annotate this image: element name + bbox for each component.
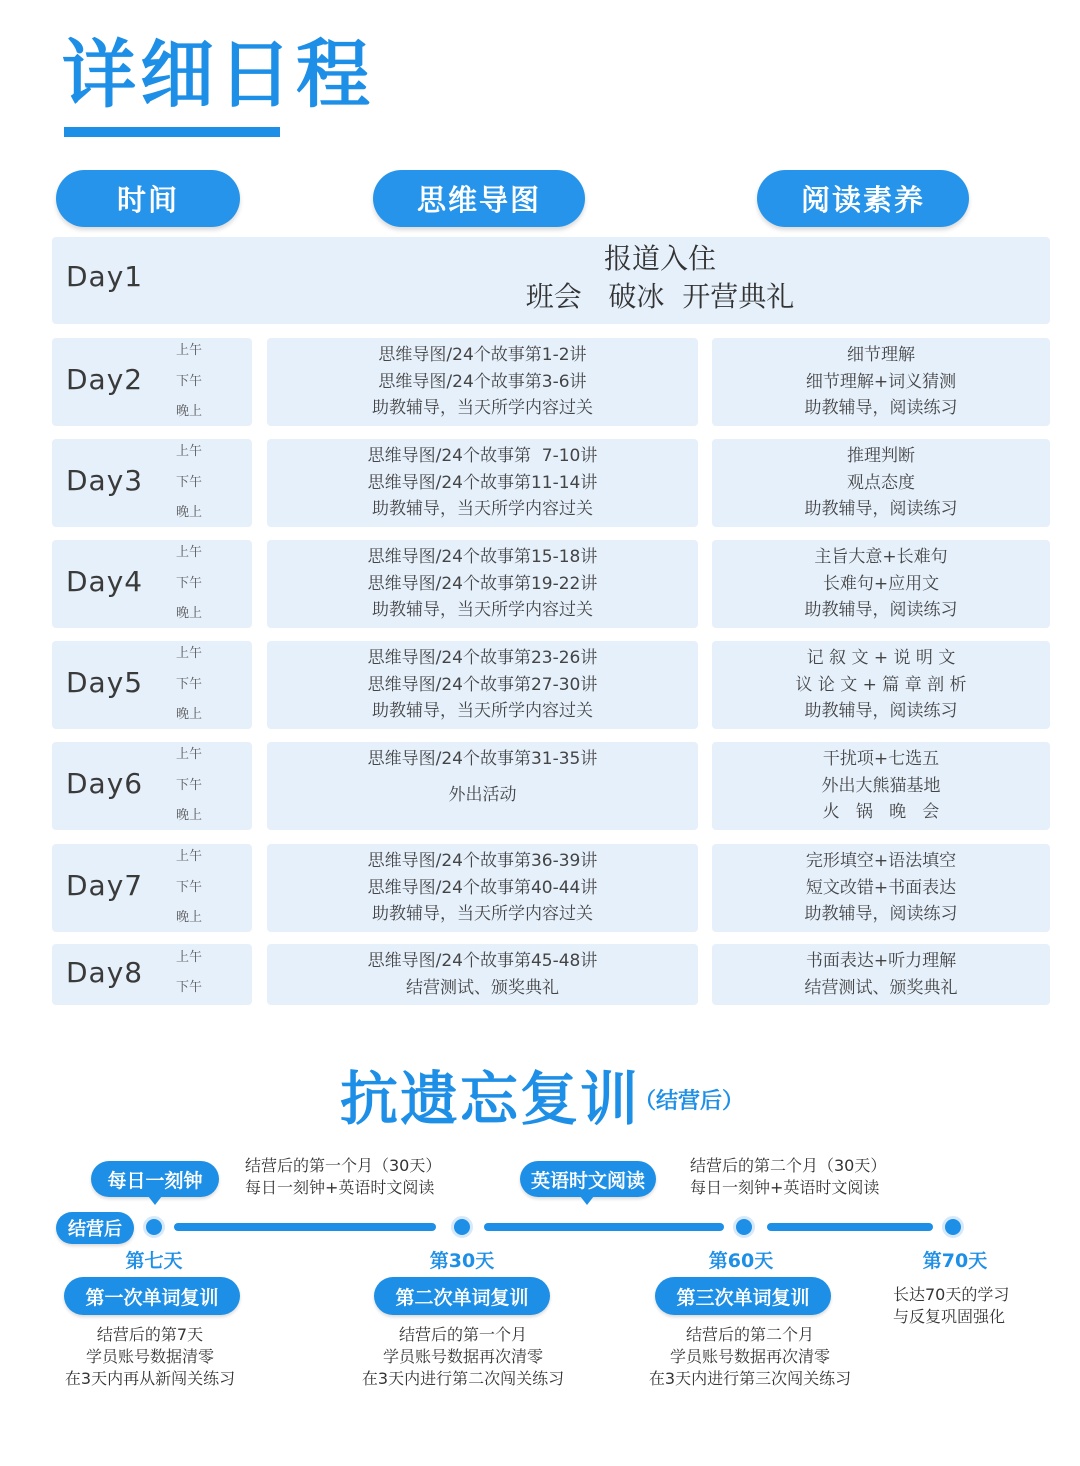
reading-line: 助教辅导，阅读练习	[804, 600, 958, 621]
mindmap-line: 思维导图/24个故事第31-35讲	[367, 749, 598, 769]
review-3-label: 第三次单词复训	[655, 1277, 831, 1315]
review-1-desc	[30, 1324, 270, 1390]
review-2-line2: 学员账号数据再次清零	[382, 1347, 543, 1366]
mindmap-cell	[267, 641, 698, 729]
timeline-note-1	[245, 1155, 441, 1199]
reading-cell	[712, 641, 1050, 729]
mindmap-cell	[267, 540, 698, 628]
mindmap-line: 思维导图/24个故事第1-2讲	[378, 345, 587, 366]
timeline-dot	[143, 1216, 165, 1238]
time-slot-label: 下午	[176, 879, 203, 895]
mindmap-cell	[267, 742, 698, 830]
time-slot-label: 下午	[176, 474, 203, 490]
mark-day70: 第70天	[922, 1250, 988, 1272]
review-1-line1: 结营后的第7天	[96, 1325, 204, 1344]
time-slot-label: 下午	[176, 373, 203, 389]
mindmap-line: 思维导图/24个故事第15-18讲	[367, 547, 598, 568]
day1-label: Day1	[66, 260, 144, 293]
time-slot-label: 晚上	[176, 910, 203, 925]
time-slot-label: 下午	[176, 575, 203, 591]
mark-day30: 第30天	[429, 1250, 495, 1272]
day1-content	[450, 240, 870, 316]
mindmap-line: 思维导图/24个故事第23-26讲	[367, 648, 598, 669]
reading-cell	[712, 540, 1050, 628]
reading-line: 助教辅导，阅读练习	[804, 904, 958, 925]
review-1-line3: 在3天内再从新闯关练习	[64, 1369, 236, 1388]
reading-line: 推理判断	[847, 446, 915, 467]
section2-subtitle: （结营后）	[634, 1089, 745, 1114]
mindmap-line: 助教辅导，当天所学内容过关	[372, 904, 593, 925]
tag-english-reading: 英语时文阅读	[520, 1161, 656, 1197]
mindmap-line: 助教辅导，当天所学内容过关	[372, 398, 593, 419]
time-slot-label: 上午	[176, 646, 203, 661]
reading-line: 议 论 文 + 篇 章 剖 析	[795, 674, 967, 695]
tag-daily-quarter: 每日一刻钟	[91, 1161, 219, 1197]
time-slot-label: 下午	[176, 676, 203, 692]
mindmap-line: 外出活动	[448, 784, 517, 805]
reading-line: 火 锅 晚 会	[822, 802, 940, 823]
reading-line: 记 叙 文 + 说 明 文	[806, 648, 956, 669]
reading-line: 主旨大意+长难句	[814, 547, 948, 568]
timeline-segment	[484, 1223, 724, 1231]
review-1-line2: 学员账号数据清零	[85, 1347, 214, 1366]
mindmap-cell	[267, 944, 698, 1005]
page-title: 详细日程	[62, 32, 374, 118]
time-slot-label: 晚上	[176, 505, 203, 520]
reading-line: 助教辅导，阅读练习	[804, 499, 958, 520]
reading-line: 长难句+应用文	[822, 573, 940, 594]
day1-line1: 报道入住	[603, 242, 716, 275]
mark-day7: 第七天	[125, 1250, 183, 1272]
reading-line: 助教辅导，阅读练习	[804, 398, 958, 419]
tag-arrow-icon	[580, 1196, 594, 1205]
review-2-line1: 结营后的第一个月	[398, 1325, 527, 1344]
timeline-segment	[174, 1223, 436, 1231]
review-3-line3: 在3天内进行第三次闯关练习	[648, 1369, 852, 1388]
time-slot-label: 上午	[176, 747, 203, 762]
mindmap-line: 思维导图/24个故事第 7-10讲	[367, 446, 598, 467]
day-label: Day6	[66, 767, 144, 800]
day-label: Day2	[66, 363, 144, 396]
mindmap-line: 思维导图/24个故事第27-30讲	[367, 674, 598, 695]
reading-line: 结营测试、颁奖典礼	[804, 977, 958, 998]
mindmap-cell	[267, 439, 698, 527]
title-underline	[64, 127, 280, 137]
reading-line: 完形填空+语法填空	[805, 851, 957, 872]
time-slot-label: 晚上	[176, 707, 203, 722]
reading-line: 短文改错+书面表达	[805, 877, 957, 898]
timeline-dot	[942, 1216, 964, 1238]
review-3-line2: 学员账号数据再次清零	[669, 1347, 830, 1366]
time-slot-label: 上午	[176, 343, 203, 358]
review-1-label: 第一次单词复训	[64, 1277, 240, 1315]
note2-line1: 结营后的第二个月（30天）	[690, 1156, 887, 1175]
final-note-line1: 长达70天的学习	[893, 1285, 1010, 1304]
review-2-label: 第二次单词复训	[374, 1277, 550, 1315]
time-slot-label: 晚上	[176, 404, 203, 419]
time-slot-label: 晚上	[176, 606, 203, 621]
reading-line: 干扰项+七选五	[822, 749, 940, 770]
note1-line1: 结营后的第一个月（30天）	[245, 1156, 442, 1175]
mindmap-line: 思维导图/24个故事第36-39讲	[367, 851, 598, 872]
reading-cell	[712, 944, 1050, 1005]
mindmap-line: 助教辅导，当天所学内容过关	[372, 600, 593, 621]
mindmap-line: 助教辅导，当天所学内容过关	[372, 499, 593, 520]
reading-cell	[712, 439, 1050, 527]
reading-line: 细节理解+词义猜测	[805, 371, 957, 392]
section2-title: 抗遗忘复训	[340, 1065, 641, 1133]
timeline-dot	[733, 1216, 755, 1238]
time-slot-label: 上午	[176, 950, 203, 965]
mindmap-cell	[267, 844, 698, 932]
mindmap-line: 思维导图/24个故事第3-6讲	[378, 371, 587, 392]
note1-line2: 每日一刻钟+英语时文阅读	[245, 1178, 435, 1197]
reading-line: 外出大熊猫基地	[821, 775, 941, 796]
time-slot-label: 下午	[176, 777, 203, 793]
mindmap-line: 思维导图/24个故事第40-44讲	[367, 877, 598, 898]
note2-line2: 每日一刻钟+英语时文阅读	[690, 1178, 880, 1197]
camp-end-tag: 结营后	[56, 1212, 134, 1244]
reading-line: 观点态度	[847, 472, 915, 493]
reading-line: 细节理解	[847, 345, 915, 366]
header-time: 时间	[56, 170, 240, 227]
mindmap-line: 思维导图/24个故事第19-22讲	[367, 573, 598, 594]
mindmap-line: 结营测试、颁奖典礼	[406, 977, 559, 998]
tag-arrow-icon	[148, 1196, 162, 1205]
review-2-line3: 在3天内进行第二次闯关练习	[361, 1369, 565, 1388]
mindmap-line: 思维导图/24个故事第11-14讲	[367, 472, 598, 493]
mark-day60: 第60天	[708, 1250, 774, 1272]
review-2-desc	[335, 1324, 591, 1390]
reading-cell	[712, 742, 1050, 830]
time-slot-label: 晚上	[176, 808, 203, 823]
day-label: Day7	[66, 869, 144, 902]
time-slot-label: 上午	[176, 545, 203, 560]
time-slot-label: 上午	[176, 444, 203, 459]
timeline-segment	[767, 1223, 933, 1231]
final-note-line2: 与反复巩固强化	[893, 1307, 1006, 1326]
day-label: Day4	[66, 565, 144, 598]
review-3-desc	[622, 1324, 878, 1390]
timeline-dot	[451, 1216, 473, 1238]
timeline-note-2	[690, 1155, 886, 1199]
mindmap-line: 助教辅导，当天所学内容过关	[372, 701, 593, 722]
review-3-line1: 结营后的第二个月	[685, 1325, 814, 1344]
day-label: Day5	[66, 666, 144, 699]
day-label: Day8	[66, 955, 144, 989]
header-mindmap: 思维导图	[373, 170, 585, 227]
header-reading: 阅读素养	[757, 170, 969, 227]
final-note	[893, 1284, 1009, 1328]
day1-line2: 班会 破冰 开营典礼	[525, 280, 795, 313]
reading-cell	[712, 338, 1050, 426]
mindmap-line: 思维导图/24个故事第45-48讲	[367, 951, 598, 971]
mindmap-cell	[267, 338, 698, 426]
time-slot-label: 上午	[176, 849, 203, 864]
reading-cell	[712, 844, 1050, 932]
day-label: Day3	[66, 464, 144, 497]
reading-line: 助教辅导，阅读练习	[804, 701, 958, 722]
reading-line: 书面表达+听力理解	[805, 951, 957, 971]
time-slot-label: 下午	[176, 980, 203, 995]
